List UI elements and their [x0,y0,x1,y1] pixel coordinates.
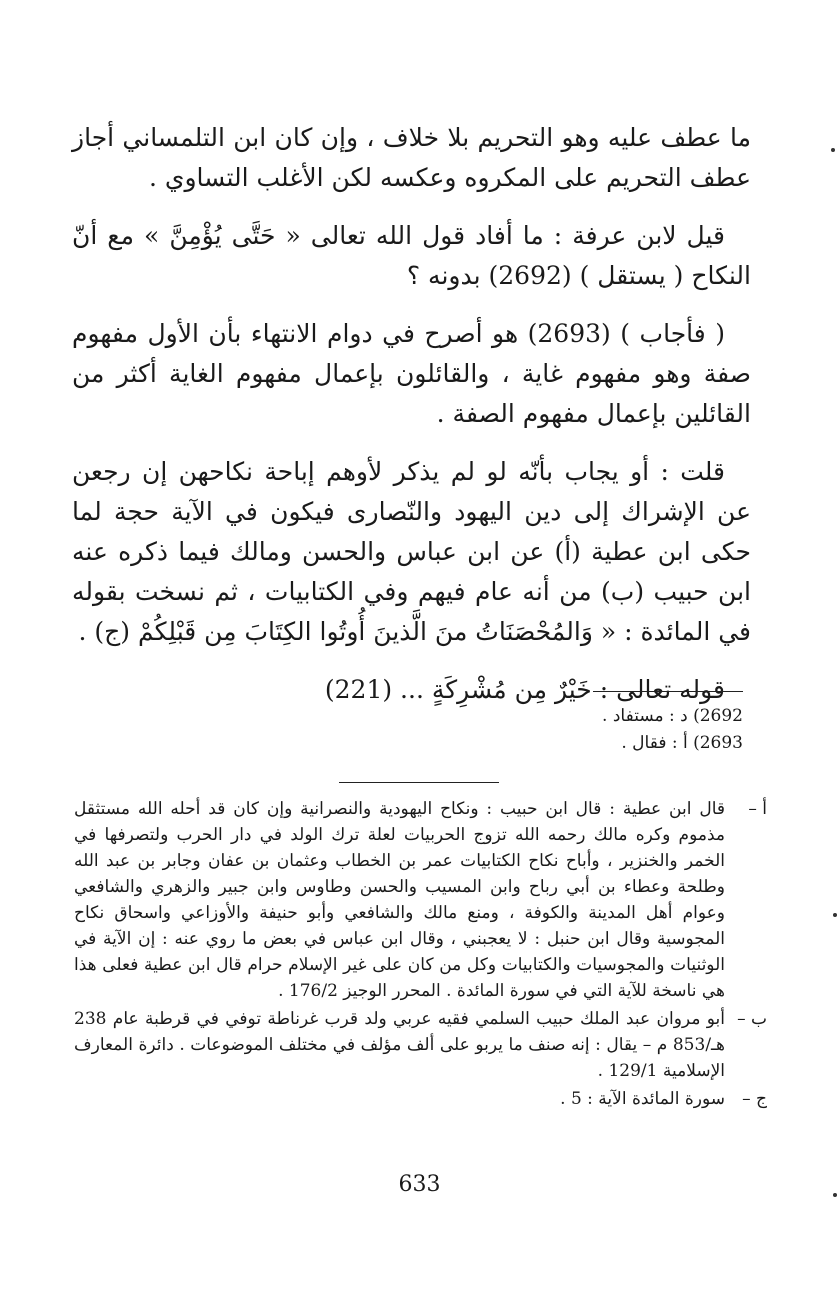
verse-heading: قوله تعالى : خَيْرٌ مِن مُشْرِكَةٍ ... (221) [324,675,725,704]
footnote-label: أ – [748,799,767,819]
paragraph-1: ما عطف عليه وهو التحريم بلا خلاف ، وإن كان ابن التلمساني أجاز عطف التحريم على المكروه وعكسه لكن الأغلب التساوي . [72,123,751,192]
footnote-label: ج – [742,1089,767,1109]
paragraph-2: قيل لابن عرفة : ما أفاد قول الله تعالى « حَتَّى يُؤْمِنَّ » مع أنّ النكاح ( يستقل ) (2692) بدونه ؟ [72,221,751,290]
footnote [74,796,767,1004]
margin-dot [833,1193,837,1197]
paragraph-3: ( فأجاب ) (2693) هو أصرح في دوام الانتهاء بأن الأول مفهوم صفة وهو مفهوم غاية ، والقائلون بإعمال مفهوم الغاية أكثر من القائلين بإعمال مفهوم الصفة . [72,319,751,428]
footnote [74,1006,767,1084]
margin-dot [831,148,835,152]
notes-divider [593,691,743,692]
page-number: 633 [398,1172,441,1197]
footnote-text: أبو مروان عبد الملك حبيب السلمي فقيه عربي ولد قرب غرناطة توفي في قرطبة عام 238 هـ/853 م – يقال : إنه صنف ما يربو على ألف مؤلف في مختلف الموضوعات . دائرة المعارف الإسلامية 129/1 . [74,1009,725,1081]
variant-note: 2693) أ : فقال . [621,733,743,753]
main-text [72,118,751,728]
footnote [74,1086,767,1112]
margin-dot [833,913,837,917]
footnote-text: قال ابن عطية : قال ابن حبيب : ونكاح اليهودية والنصرانية وإن كان قد أحله الله مستثقل مذموم وكره مالك رحمه الله تزوج الحربيات لعلة ترك الولد في دار الحرب ولتصرفها في الخمر والخنزير ، وأباح نكاح الكتابيات عمر بن الخطاب وعثمان بن عفان وجابر بن عبد الله وطلحة وعطاء بن أبي رباح وابن المسيب والحسن وطاوس وابن جبير والزهري والشافعي وعوام أهل المدينة والكوفة ، ومنع مالك والشافعي وأبو حنيفة والأوزاعي واسحاق نكاح المجوسية وقال ابن حنبل : لا يعجبني ، وقال ابن عباس في بعض ما روي عنه : إن الآية في الوثنيات والمجوسيات والكتابيات وكل من كان على غير الإسلام حرام قال ابن عطية فعلى هذا هي ناسخة للآية التي في سورة المائدة . المحرر الوجيز 176/2 . [74,799,725,1001]
paragraph-4: قلت : أو يجاب بأنّه لو لم يذكر لأوهم إباحة نكاحهن إن رجعن عن الإشراك إلى دين اليهود والنّصارى فيكون في الآية حجة لما حكى ابن عطية (أ) عن ابن عباس والحسن ومالك فيما ذكره عنه ابن حبيب (ب) من أنه عام فيهم وفي الكتابيات ، ثم نسخت بقوله في المائدة : « وَالمُحْصَنَاتُ منَ الَّذينَ أُوتُوا الكِتَابَ مِن قَبْلِكُمْ (ج) . [72,457,751,646]
variant-notes [602,703,743,757]
variant-note: 2692) د : مستفاد . [602,706,743,726]
footnotes-divider [339,782,499,783]
footnotes [74,796,767,1114]
footnote-label: ب – [737,1009,767,1029]
footnote-text: سورة المائدة الآية : 5 . [560,1089,725,1109]
